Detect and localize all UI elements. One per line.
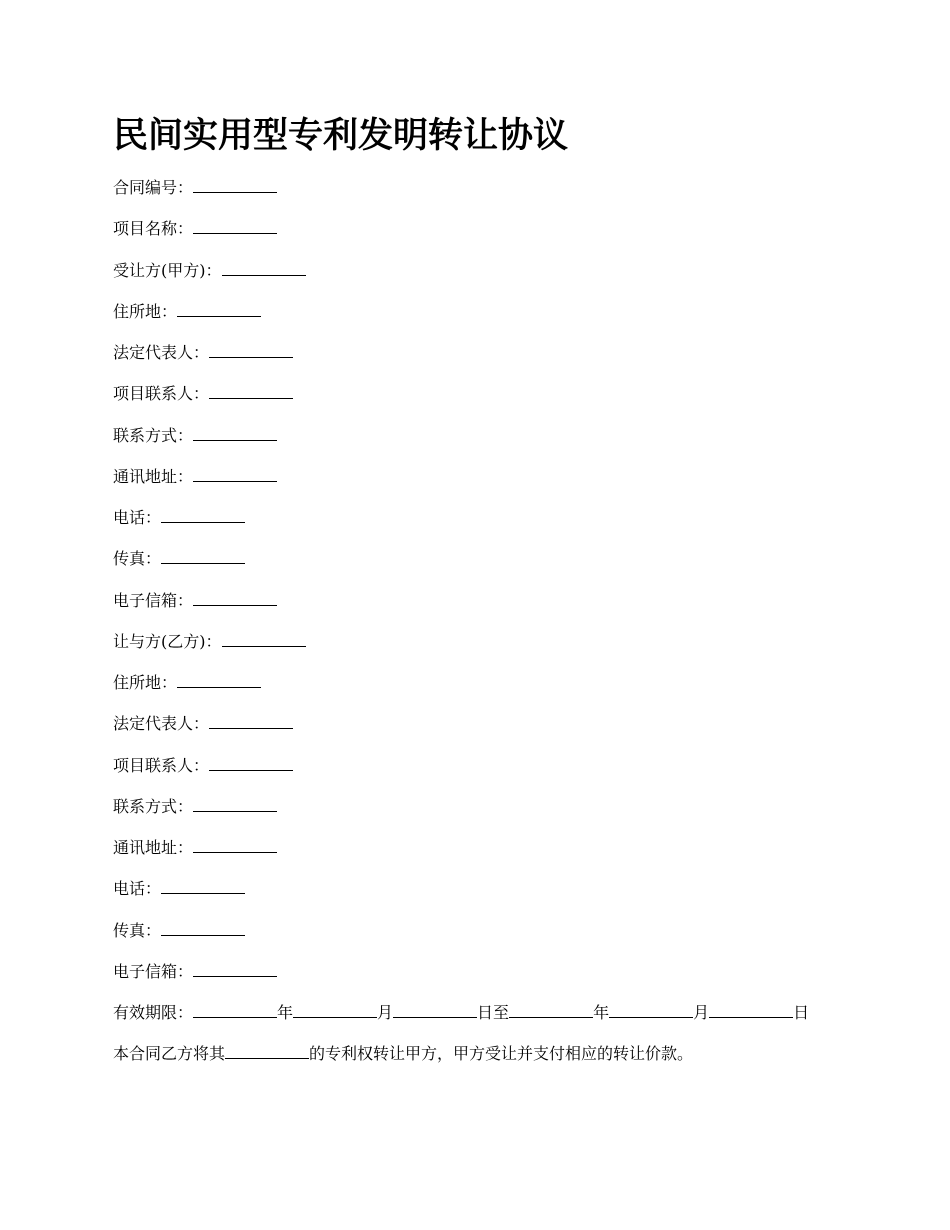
field-label: 法定代表人： [113, 343, 210, 362]
day-to-unit: 日至 [477, 1003, 510, 1022]
end-day-blank[interactable] [709, 1001, 793, 1018]
field-label: 住所地： [113, 301, 178, 321]
field-label: 项目联系人： [113, 755, 210, 775]
blank-line[interactable] [222, 259, 306, 276]
validity-period-label: 有效期限： [113, 1003, 194, 1022]
blank-line[interactable] [161, 877, 245, 894]
blank-line[interactable] [209, 382, 293, 399]
field-transferee-fax [113, 547, 843, 588]
end-month-blank[interactable] [609, 1001, 693, 1018]
field-transferor-mailing-address [113, 836, 843, 877]
blank-line[interactable] [209, 712, 293, 729]
statement-suffix: 的专利权转让甲方，甲方受让并支付相应的转让价款。 [309, 1044, 694, 1064]
field-label: 电话： [113, 508, 162, 527]
field-transferee-contact-person [113, 382, 843, 423]
field-label: 通讯地址： [113, 466, 194, 486]
statement-prefix: 本合同乙方将其 [113, 1044, 226, 1064]
field-label: 合同编号： [113, 178, 194, 197]
blank-line[interactable] [193, 465, 277, 482]
blank-line[interactable] [193, 424, 277, 441]
field-label: 通讯地址： [113, 838, 194, 857]
blank-line[interactable] [193, 960, 277, 977]
day-unit: 日 [793, 1003, 810, 1022]
end-year-blank[interactable] [509, 1001, 593, 1018]
start-day-blank[interactable] [393, 1001, 477, 1018]
field-label: 让与方(乙方)： [113, 631, 222, 651]
month-unit: 月 [693, 1003, 710, 1022]
month-unit: 月 [377, 1003, 394, 1022]
field-transferee-legal-rep [113, 341, 843, 382]
blank-line[interactable] [209, 754, 293, 771]
field-transferor-address [113, 671, 843, 712]
field-transferor-phone [113, 877, 843, 918]
patent-name-blank[interactable] [225, 1042, 309, 1059]
field-transferor-contact-method [113, 795, 843, 836]
blank-line[interactable] [222, 630, 306, 647]
field-list [113, 176, 843, 1001]
blank-line[interactable] [193, 217, 277, 234]
blank-line[interactable] [177, 671, 261, 688]
field-transferor-fax [113, 919, 843, 960]
document-title: 民间实用型专利发明转让协议 [113, 116, 569, 156]
field-contract-number [113, 176, 843, 217]
blank-line[interactable] [193, 176, 277, 193]
field-transferee-mailing-address [113, 465, 843, 506]
field-label: 联系方式： [113, 796, 194, 816]
blank-line[interactable] [209, 341, 293, 358]
blank-line[interactable] [193, 795, 277, 812]
field-label: 受让方(甲方)： [113, 260, 222, 280]
document-page [113, 112, 843, 1065]
blank-line[interactable] [177, 300, 261, 317]
year-unit: 年 [593, 1003, 610, 1022]
start-year-blank[interactable] [193, 1001, 277, 1018]
field-label: 项目联系人： [113, 384, 210, 404]
field-label: 联系方式： [113, 425, 194, 445]
field-transferor [113, 630, 843, 671]
transfer-statement [113, 1042, 843, 1065]
field-transferee-phone [113, 506, 843, 547]
field-transferor-legal-rep [113, 712, 843, 753]
field-label: 传真： [113, 920, 162, 940]
blank-line[interactable] [161, 919, 245, 936]
field-project-name [113, 217, 843, 258]
blank-line[interactable] [161, 547, 245, 564]
field-label: 传真： [113, 549, 162, 569]
blank-line[interactable] [161, 506, 245, 523]
validity-period-row [113, 1001, 843, 1042]
blank-line[interactable] [193, 589, 277, 606]
field-label: 电子信箱： [113, 590, 194, 610]
blank-line[interactable] [193, 836, 277, 853]
year-unit: 年 [277, 1003, 294, 1022]
field-label: 电话： [113, 879, 162, 899]
field-transferee [113, 259, 843, 300]
field-label: 法定代表人： [113, 714, 210, 734]
field-transferor-email [113, 960, 843, 1001]
field-transferee-contact-method [113, 424, 843, 465]
field-label: 电子信箱： [113, 961, 194, 981]
field-transferee-address [113, 300, 843, 341]
field-transferor-contact-person [113, 754, 843, 795]
field-transferee-email [113, 589, 843, 630]
field-label: 项目名称： [113, 219, 194, 239]
start-month-blank[interactable] [293, 1001, 377, 1018]
field-label: 住所地： [113, 673, 178, 692]
